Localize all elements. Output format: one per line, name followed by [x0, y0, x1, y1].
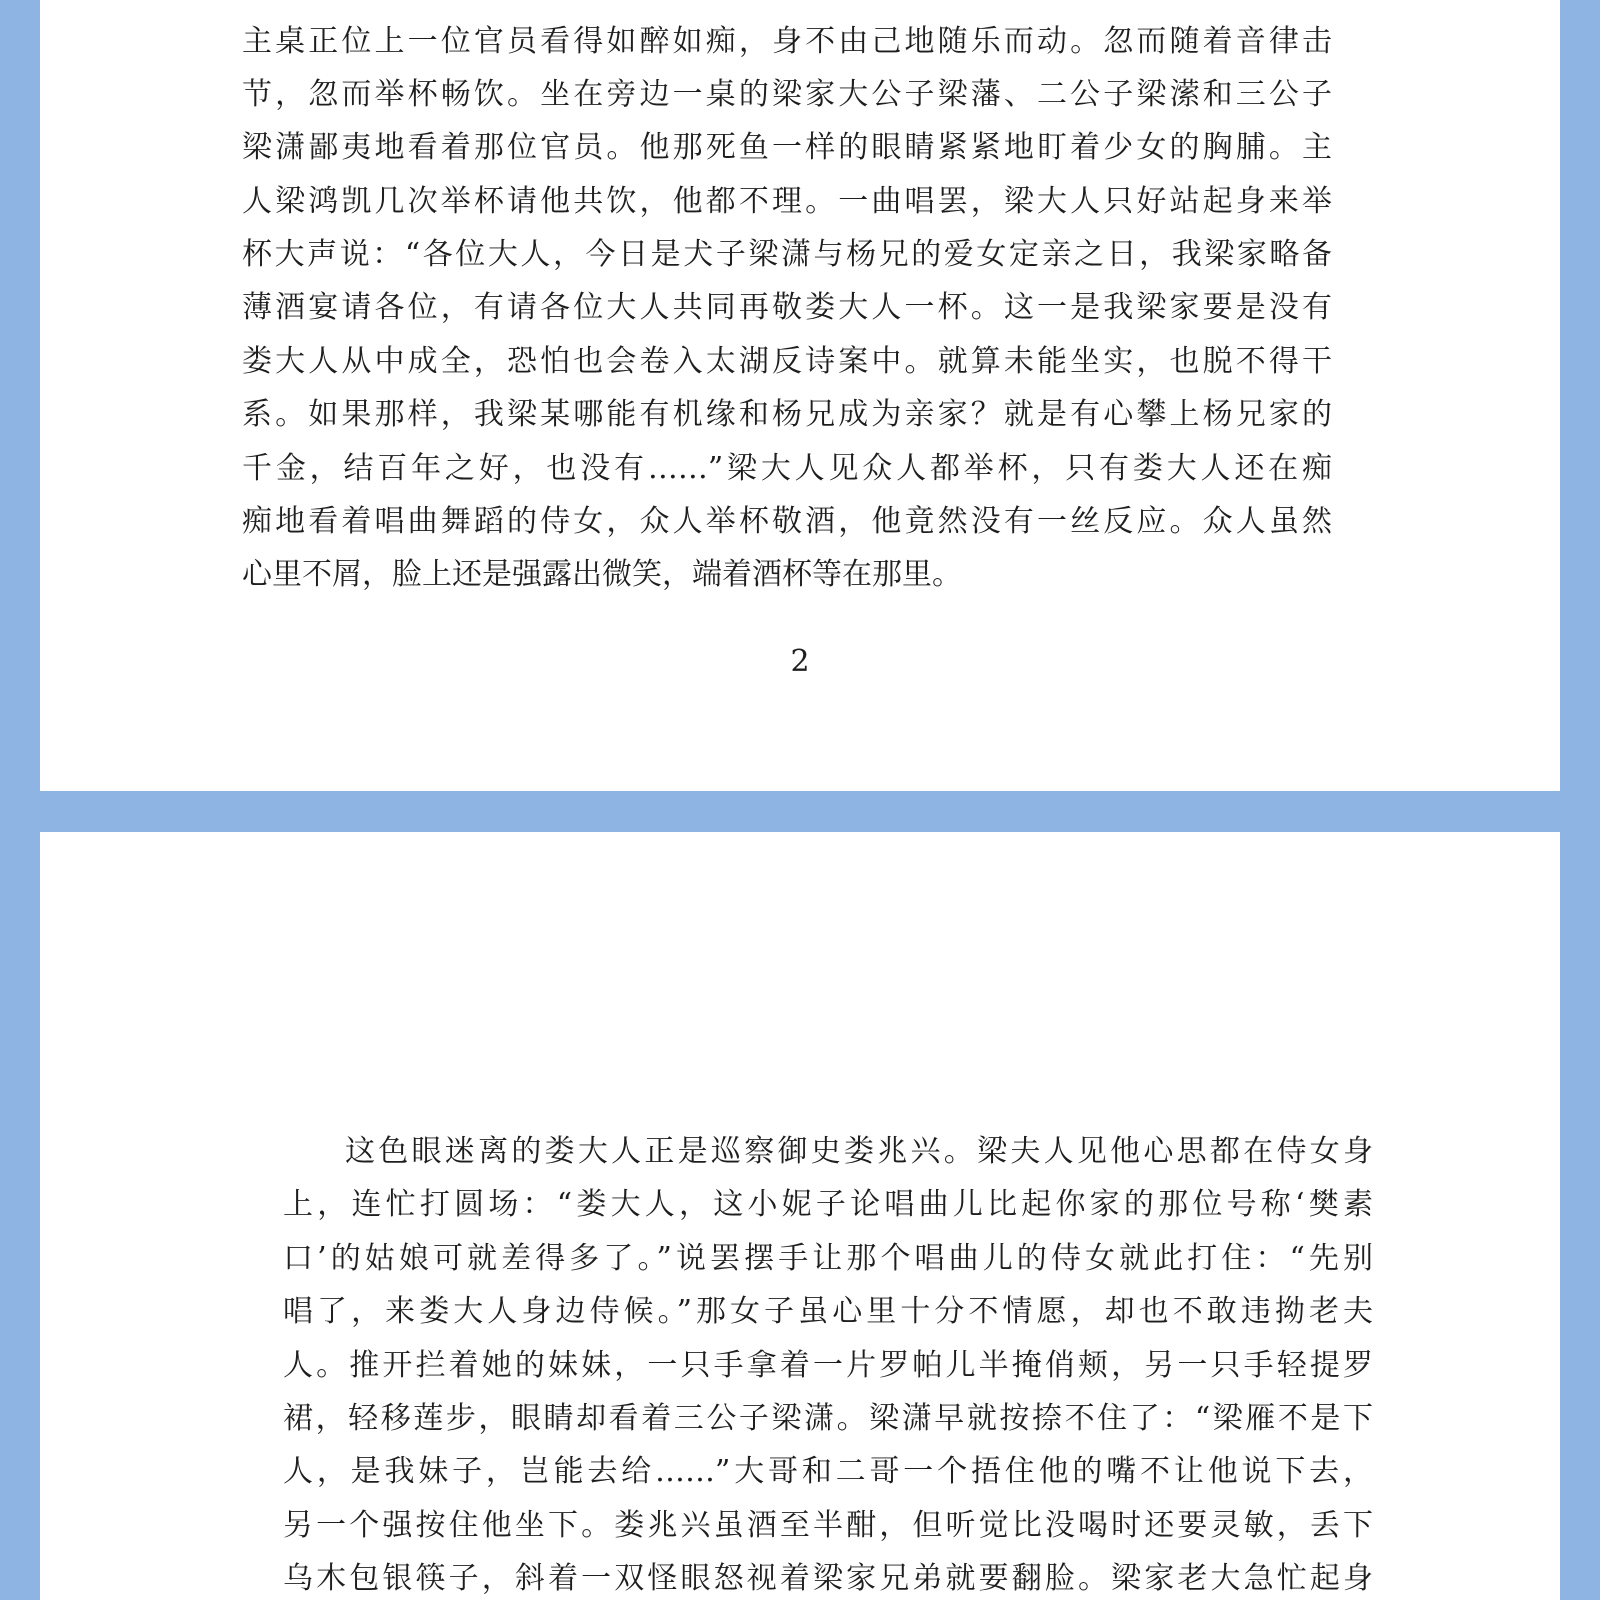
text-line: 系。如果那样，我梁某哪能有机缘和杨兄成为亲家？就是有心攀上杨兄家的 — [242, 397, 1332, 432]
text-line: 梁潇鄙夷地看着那位官员。他那死鱼一样的眼睛紧紧地盯着少女的胸脯。主 — [242, 130, 1332, 165]
text-line: 杯大声说：“各位大人，今日是犬子梁潇与杨兄的爱女定亲之日，我梁家略备 — [242, 237, 1332, 272]
text-line: 人梁鸿凯几次举杯请他共饮，他都不理。一曲唱罢，梁大人只好站起身来举 — [242, 184, 1332, 219]
text-line: 节，忽而举杯畅饮。坐在旁边一桌的梁家大公子梁藩、二公子梁潆和三公子 — [242, 77, 1332, 112]
text-line: 另一个强按住他坐下。娄兆兴虽酒至半酣，但听觉比没喝时还要灵敏，丢下 — [283, 1508, 1373, 1543]
text-line: 乌木包银筷子，斜着一双怪眼怒视着梁家兄弟就要翻脸。梁家老大急忙起身 — [283, 1561, 1373, 1596]
text-line: 上，连忙打圆场：“娄大人，这小妮子论唱曲儿比起你家的那位号称‘樊素 — [283, 1187, 1373, 1222]
text-line: 人，是我妹子，岂能去给……”大哥和二哥一个捂住他的嘴不让他说下去， — [283, 1454, 1373, 1489]
text-line: 唱了，来娄大人身边侍候。”那女子虽心里十分不情愿，却也不敢违拗老夫 — [283, 1294, 1373, 1329]
text-line: 主桌正位上一位官员看得如醉如痴，身不由己地随乐而动。忽而随着音律击 — [242, 24, 1332, 59]
text-line: 痴地看着唱曲舞蹈的侍女，众人举杯敬酒，他竟然没有一丝反应。众人虽然 — [242, 504, 1332, 539]
text-line: 薄酒宴请各位，有请各位大人共同再敬娄大人一杯。这一是我梁家要是没有 — [242, 290, 1332, 325]
text-line: 娄大人从中成全，恐怕也会卷入太湖反诗案中。就算未能坐实，也脱不得干 — [242, 344, 1332, 379]
text-line: 口’的姑娘可就差得多了。”说罢摆手让那个唱曲儿的侍女就此打住：“先别 — [283, 1241, 1373, 1276]
text-line: 心里不屑，脸上还是强露出微笑，端着酒杯等在那里。 — [242, 557, 962, 592]
text-line: 这色眼迷离的娄大人正是巡察御史娄兆兴。梁夫人见他心思都在侍女身 — [345, 1134, 1373, 1169]
page-top — [40, 0, 1560, 791]
page-number: 2 — [790, 644, 810, 679]
page-bottom — [40, 832, 1560, 1600]
text-line: 人。推开拦着她的妹妹，一只手拿着一片罗帕儿半掩俏颊，另一只手轻提罗 — [283, 1348, 1373, 1383]
text-line: 千金，结百年之好，也没有……”梁大人见众人都举杯，只有娄大人还在痴 — [242, 451, 1332, 486]
text-line: 裙，轻移莲步，眼睛却看着三公子梁潇。梁潇早就按捺不住了：“梁雁不是下 — [283, 1401, 1373, 1436]
